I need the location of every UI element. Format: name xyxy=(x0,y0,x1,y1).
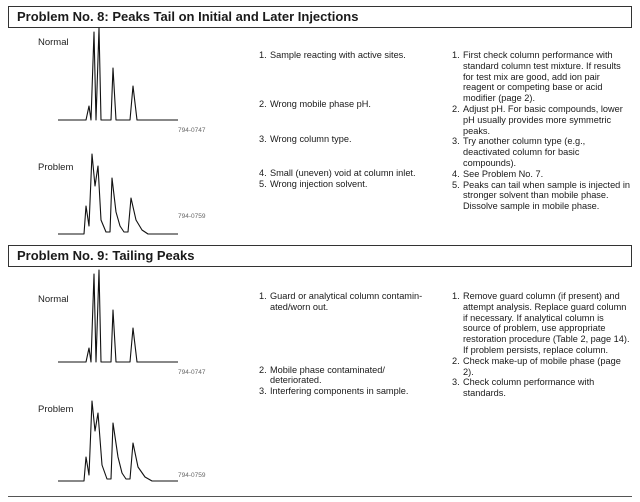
p8-cause-4: 4. Small (uneven) void at column inlet. xyxy=(259,168,416,179)
problem-9-title: Problem No. 9: Tailing Peaks xyxy=(17,248,195,263)
problem-9-header xyxy=(8,245,632,267)
problem-8-header xyxy=(8,6,632,28)
p9-solutions-list xyxy=(452,291,630,399)
p9-problem-label: Problem xyxy=(38,404,74,415)
p8-cause-5: 5. Wrong injection solvent. xyxy=(259,179,368,190)
p8-problem-code: 794-0759 xyxy=(178,213,206,220)
p9-normal-chromatogram xyxy=(58,270,178,368)
bottom-rule xyxy=(8,496,632,497)
p8-solution-3: 3. Try another column type (e.g., deactivated column for basic compounds). xyxy=(452,136,586,168)
p8-problem-chromatogram xyxy=(58,146,178,242)
p8-normal-code: 794-0747 xyxy=(178,127,206,134)
p8-cause-2: 2. Wrong mobile phase pH. xyxy=(259,98,371,109)
p8-solution-1: 1. First check column performance with standard column test mixture. If results for test mix are good, add ion pair reagent or competing base or acid modifier (page 2). xyxy=(452,50,621,104)
p8-solution-4: 4. See Problem No. 7. xyxy=(452,168,544,179)
p9-normal-label: Normal xyxy=(38,294,69,305)
p9-solution-3: 3. Check column performance with standards. xyxy=(452,377,595,399)
p9-causes-list xyxy=(259,291,439,397)
p8-normal-label: Normal xyxy=(38,37,69,48)
p8-causes-list xyxy=(259,50,439,190)
p9-solution-1: 1. Remove guard column (if present) and attempt analysis. Replace guard column if necessary. If analytical column is source of problem, use appropriate restoration procedure (Table 2, page 14). If problem persists, replace column. xyxy=(452,291,630,355)
p8-solution-5: 5. Peaks can tail when sample is injected in stronger solvent than mobile phase. Dissolve sample in mobile phase. xyxy=(452,179,630,212)
p8-cause-3: 3. Wrong column type. xyxy=(259,133,352,144)
p9-solution-2: 2. Check make-up of mobile phase (page 2). xyxy=(452,355,621,377)
p8-problem-label: Problem xyxy=(38,162,74,173)
p8-normal-chromatogram xyxy=(58,28,178,126)
p8-solutions-list xyxy=(452,50,630,212)
p9-problem-chromatogram xyxy=(58,395,178,491)
p9-cause-3: 3. Interfering components in sample. xyxy=(259,386,409,397)
p8-cause-1: 1. Sample reacting with active sites. xyxy=(259,50,406,60)
p9-cause-2: 2. Mobile phase contaminated/ deteriorated. xyxy=(259,364,385,386)
p9-cause-1: 1. Guard or analytical column contamin-ated/worn out. xyxy=(259,291,423,312)
p8-solution-2: 2. Adjust pH. For basic compounds, lower pH usually provides more symmetric peaks. xyxy=(452,103,623,136)
p9-normal-code: 794-0747 xyxy=(178,369,206,376)
p9-problem-code: 794-0759 xyxy=(178,472,206,479)
problem-8-title: Problem No. 8: Peaks Tail on Initial and Later Injections xyxy=(17,9,359,24)
